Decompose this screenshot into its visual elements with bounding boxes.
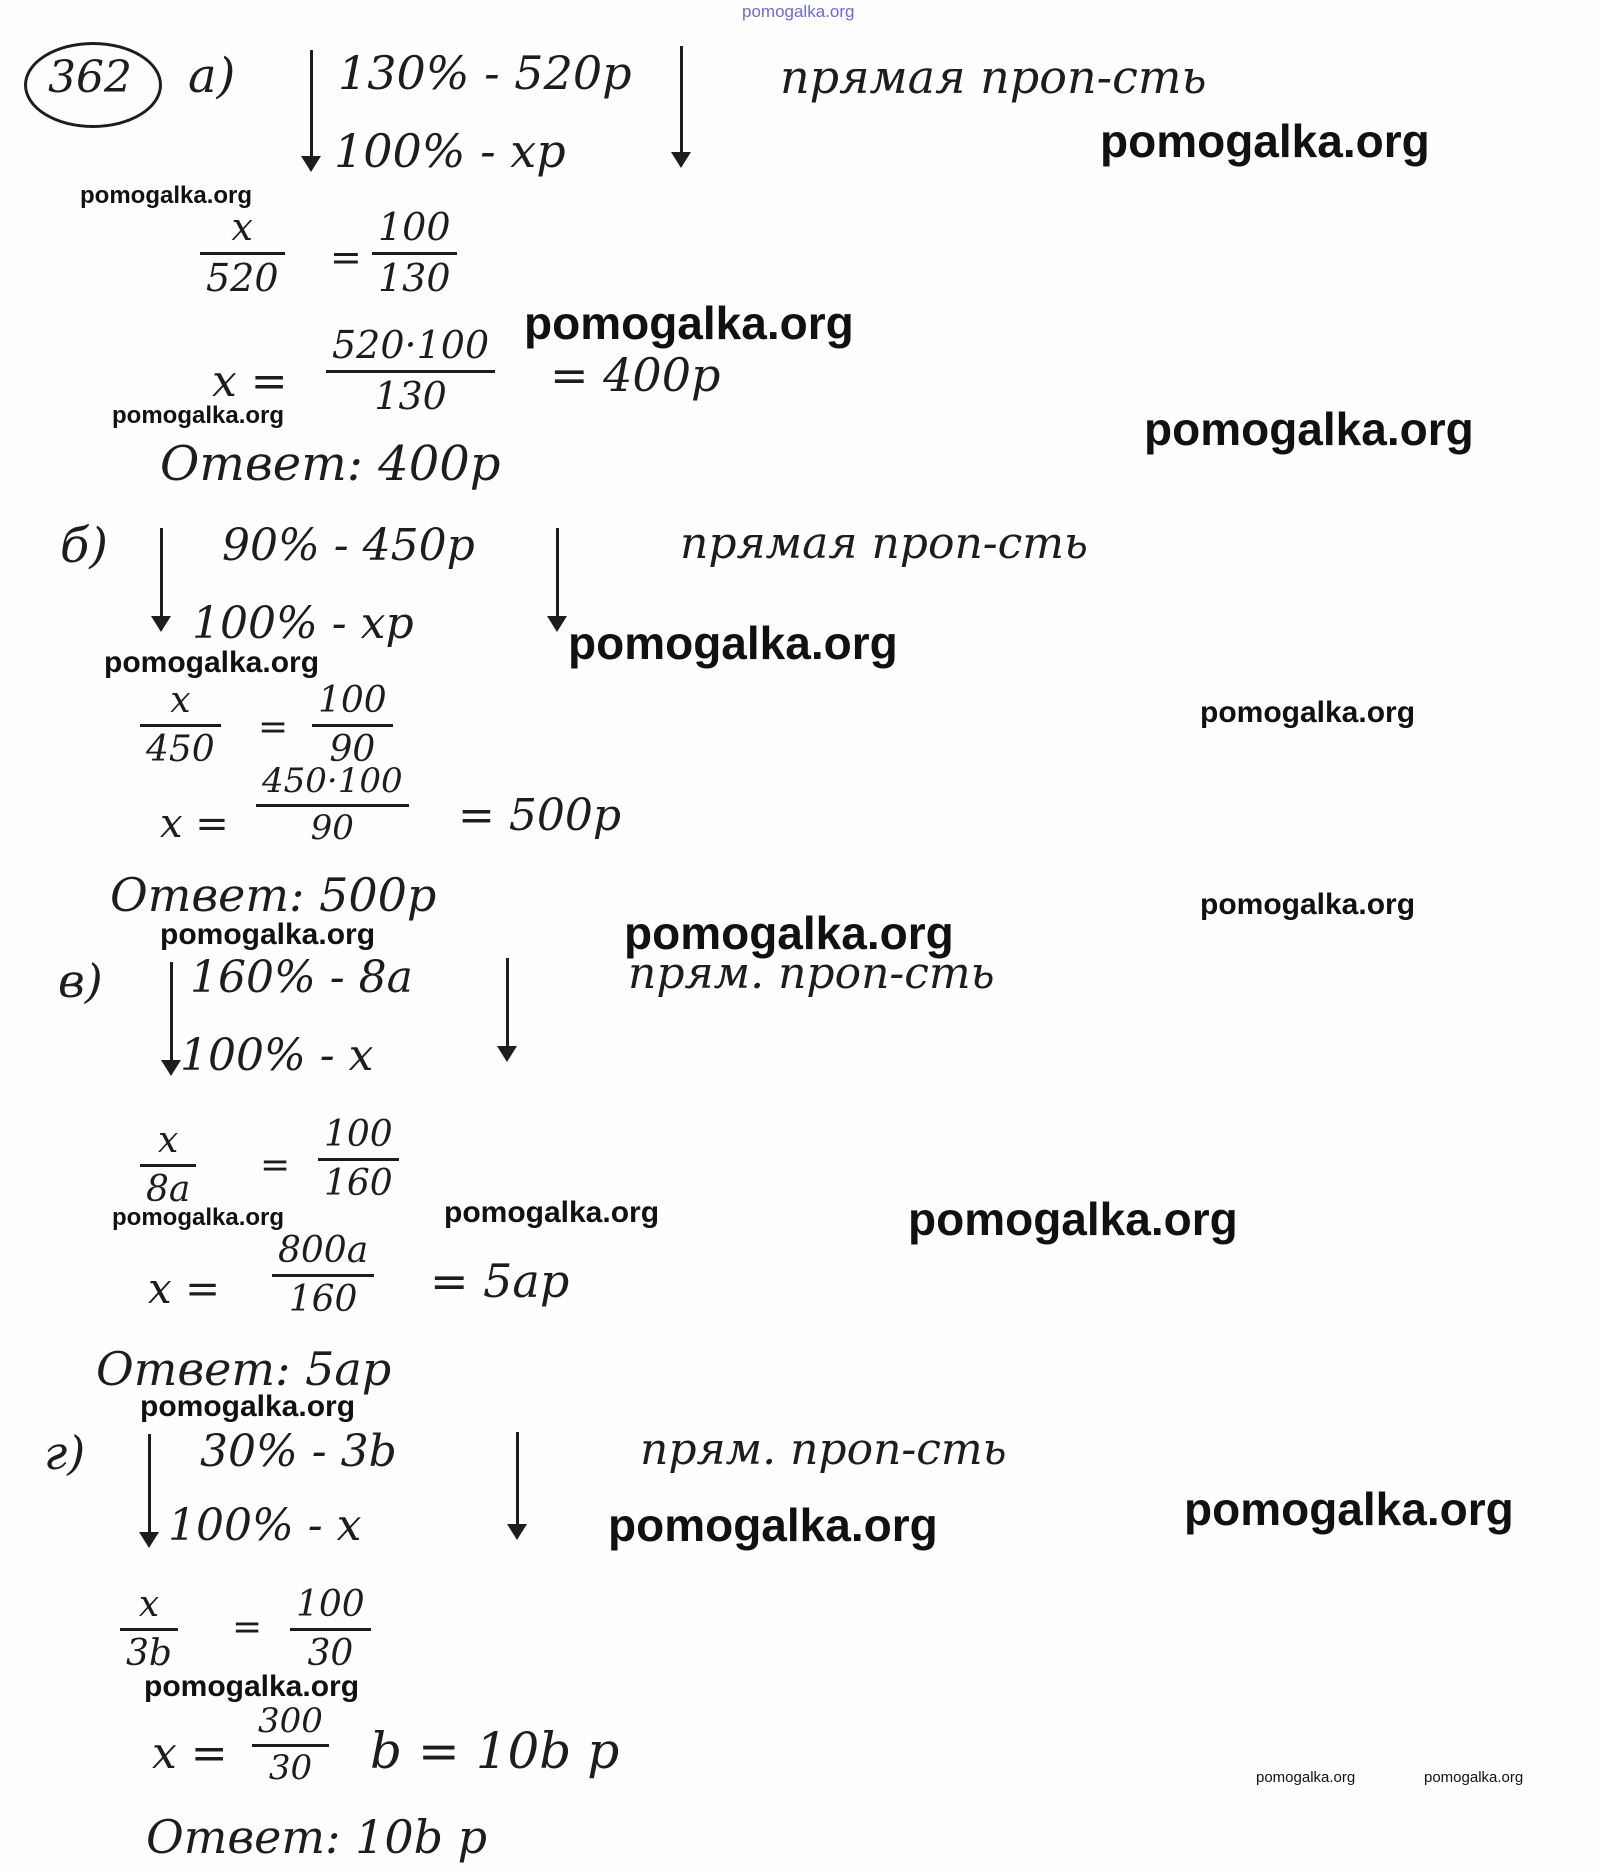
part-a-right-arrow [680, 46, 683, 164]
part-g-label: г) [44, 1426, 86, 1480]
part-a-left-arrow [310, 50, 313, 168]
part-v-right-arrow [506, 958, 509, 1058]
part-b-solve-result: = 500р [458, 790, 622, 841]
fraction-denominator: 3b [126, 1632, 172, 1674]
fraction-bar [120, 1628, 178, 1631]
part-a-solve-result: = 400р [550, 348, 721, 402]
part-g-line1: 30% - 3b [200, 1426, 397, 1477]
equals-sign: = [260, 1145, 291, 1186]
part-b-right-arrow [556, 528, 559, 628]
fraction-numerator: 300 [258, 1701, 323, 1741]
fraction-bar [290, 1628, 371, 1631]
part-g-line2: 100% - x [168, 1500, 362, 1551]
fraction-numerator: 100 [324, 1114, 393, 1155]
part-g-ratio-rhs [290, 1586, 371, 1673]
part-v-ratio-rhs [318, 1116, 399, 1203]
fraction-bar [312, 724, 393, 727]
fraction-bar [372, 252, 457, 255]
watermark: pomogalka.org [1256, 1769, 1356, 1786]
part-g-answer: Ответ: 10b р [146, 1810, 488, 1864]
part-v-label: в) [58, 954, 103, 1008]
fraction-denominator: 160 [288, 1278, 358, 1320]
part-g-solve-fraction [252, 1701, 329, 1788]
part-v-line1: 160% - 8a [190, 952, 413, 1003]
equals-sign: = [232, 1607, 263, 1648]
watermark: pomogalka.org [140, 1390, 356, 1423]
part-a-note: прямая проп-сть [780, 50, 1207, 104]
fraction-denominator: 90 [310, 807, 354, 848]
watermark: pomogalka.org [160, 918, 376, 951]
part-g-solve-prefix: x = [152, 1728, 228, 1779]
part-g-solve-result: b = 10b р [370, 1722, 620, 1780]
part-v-solve-result: = 5aр [430, 1254, 570, 1308]
part-g-left-arrow [148, 1434, 151, 1544]
fraction-bar [326, 370, 495, 373]
fraction-denominator: 130 [378, 255, 451, 300]
problem-number: 362 [48, 52, 132, 103]
part-b-label: б) [60, 518, 109, 574]
watermark: pomogalka.org [1184, 1483, 1514, 1535]
fraction-numerator: 450·100 [262, 761, 403, 801]
watermark: pomogalka.org [104, 646, 320, 679]
watermark: pomogalka.org [908, 1193, 1238, 1245]
part-v-ratio-lhs [140, 1122, 196, 1209]
fraction-numerator: 100 [296, 1584, 365, 1625]
part-v-solve-prefix: x = [148, 1264, 221, 1313]
part-g-note: прям. проп-сть [640, 1424, 1007, 1475]
watermark: pomogalka.org [112, 1204, 285, 1231]
part-b-line1: 90% - 450р [222, 520, 475, 571]
part-b-left-arrow [160, 528, 163, 628]
fraction-bar [252, 1744, 329, 1747]
part-b-answer: Ответ: 500р [110, 868, 437, 922]
watermark: pomogalka.org [1424, 1769, 1524, 1786]
fraction-denominator: 450 [146, 728, 215, 770]
part-v-solve-fraction [272, 1232, 374, 1319]
watermark: pomogalka.org [1200, 696, 1416, 729]
part-v-note: прям. проп-сть [628, 948, 995, 999]
fraction-numerator: x [231, 205, 253, 249]
fraction-bar [200, 252, 285, 255]
watermark: pomogalka.org [1144, 403, 1474, 455]
part-b-line2: 100% - xр [192, 598, 414, 649]
part-g-right-arrow [516, 1432, 519, 1536]
part-b-note: прямая проп-сть [680, 518, 1088, 569]
fraction-denominator: 30 [307, 1632, 354, 1674]
watermark: pomogalka.org [608, 1499, 938, 1551]
watermark: pomogalka.org [444, 1196, 660, 1229]
fraction-numerator: x [138, 1584, 160, 1625]
fraction-denominator: 130 [374, 373, 447, 418]
part-a-answer: Ответ: 400р [160, 436, 501, 492]
part-b-ratio-rhs [312, 682, 393, 769]
fraction-bar [272, 1274, 374, 1277]
part-a-solve-prefix: x = [212, 356, 288, 407]
watermark: pomogalka.org [80, 182, 253, 209]
fraction-denominator: 8a [146, 1168, 191, 1210]
watermark: pomogalka.org [1200, 888, 1416, 921]
fraction-numerator: 100 [378, 205, 451, 249]
fraction-numerator: 100 [318, 680, 387, 721]
watermark: pomogalka.org [624, 907, 954, 959]
watermark: pomogalka.org [568, 617, 898, 669]
part-b-solve-prefix: x = [160, 801, 229, 847]
watermark: pomogalka.org [1100, 115, 1430, 167]
fraction-numerator: 800a [278, 1230, 369, 1271]
fraction-denominator: 90 [329, 728, 376, 770]
part-a-line1: 130% - 520р [338, 46, 632, 100]
watermark: pomogalka.org [524, 297, 854, 349]
part-v-answer: Ответ: 5aр [96, 1342, 392, 1396]
part-b-solve-fraction [256, 761, 409, 848]
part-a-line2: 100% - xр [334, 124, 566, 178]
top-watermark: pomogalka.org [742, 2, 855, 21]
watermark: pomogalka.org [144, 1670, 360, 1703]
part-g-ratio-lhs [120, 1586, 178, 1673]
part-v-line2: 100% - x [180, 1030, 374, 1081]
equals-sign: = [330, 235, 362, 279]
fraction-bar [140, 724, 221, 727]
part-a-ratio-rhs [372, 205, 457, 300]
part-b-ratio-lhs [140, 682, 221, 769]
fraction-numerator: 520·100 [332, 323, 490, 367]
part-v-left-arrow [170, 962, 173, 1072]
part-a-ratio-lhs [200, 205, 285, 300]
fraction-bar [256, 804, 409, 807]
fraction-numerator: x [158, 1120, 179, 1161]
fraction-bar [318, 1158, 399, 1161]
equals-sign: = [258, 707, 289, 748]
fraction-denominator: 30 [268, 1747, 313, 1788]
fraction-numerator: x [170, 680, 191, 721]
fraction-denominator: 160 [324, 1162, 393, 1204]
part-a-solve-fraction [326, 323, 495, 418]
part-a-label: а) [188, 48, 236, 104]
fraction-denominator: 520 [206, 255, 279, 300]
fraction-bar [140, 1164, 196, 1167]
watermark: pomogalka.org [112, 402, 285, 429]
